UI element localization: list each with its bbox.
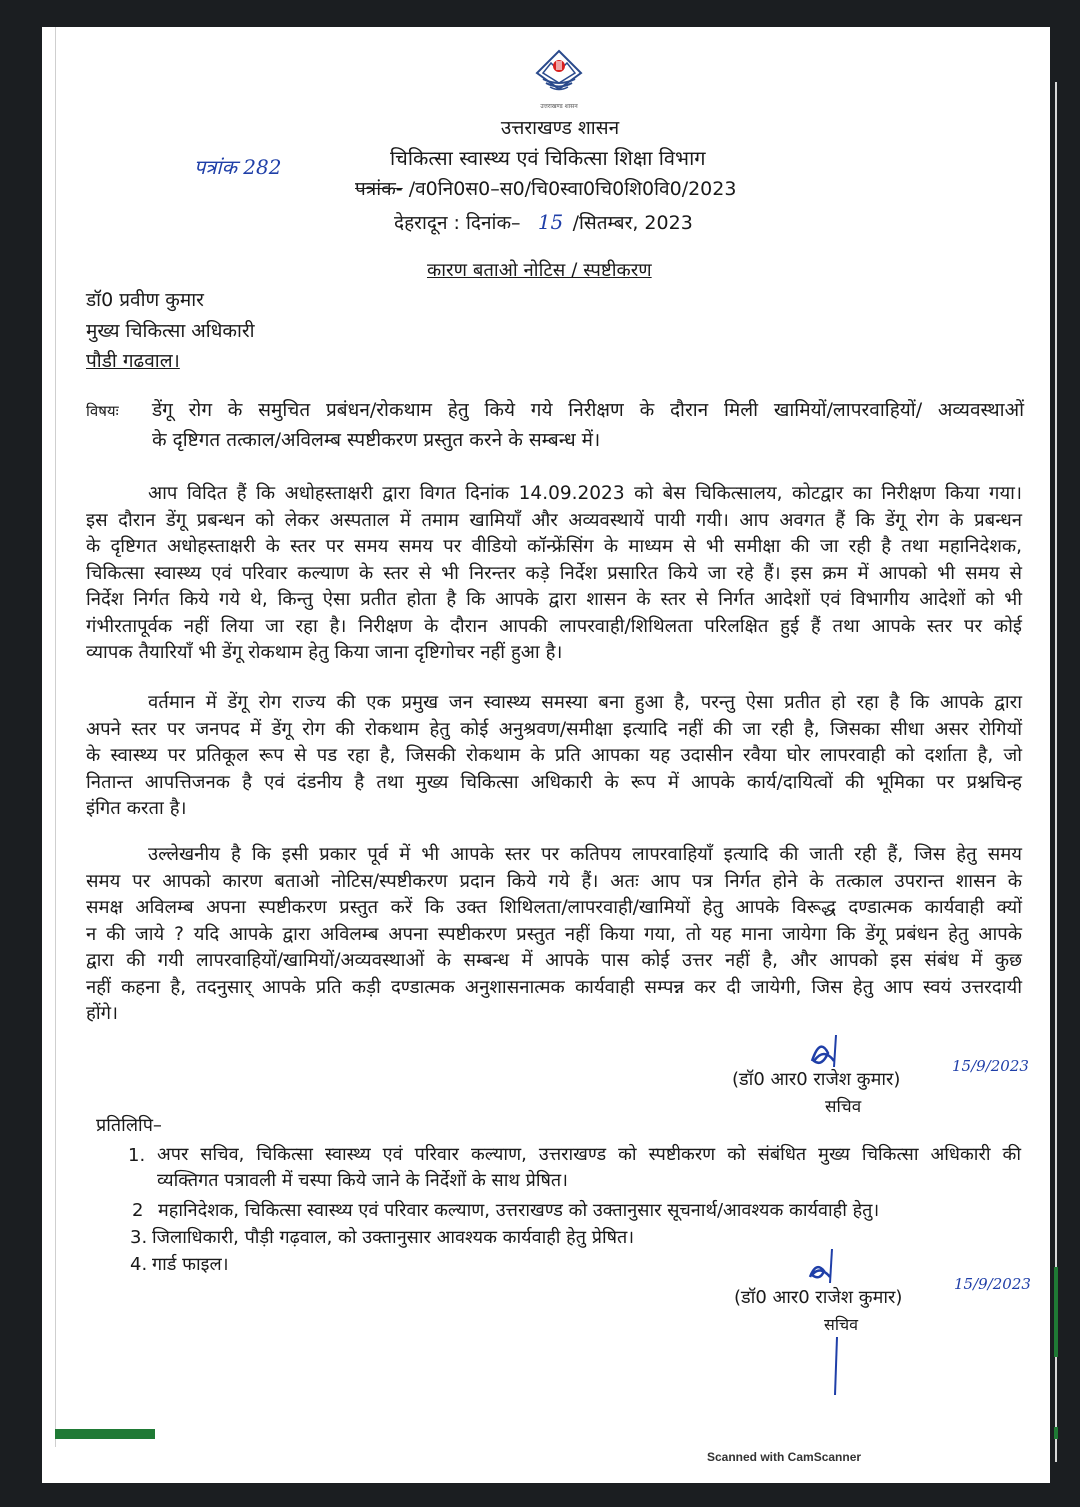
subject-text (152, 395, 1024, 455)
handwritten-reference: पत्रांक 282 (194, 155, 282, 179)
letter-number-value: /व0नि0स0–स0/चि0स्वा0चि0शि0वि0/2023 (408, 178, 737, 200)
body-paragraph-3 (86, 842, 1022, 1028)
subject-line: के दृष्टिगत तत्काल/अविलम्ब स्पष्टीकरण प्रस्तुत करने के सम्बन्ध में। (152, 429, 601, 451)
body-paragraph-1 (86, 481, 1022, 667)
paragraph-line: वर्तमान में डेंगू रोग राज्य की एक प्रमुख जन स्वास्थ्य समस्या बना हुआ है, परन्तु ऐसा प्रतीत हो रहा है कि आपके द्वारा (148, 692, 1022, 713)
copy-item-line: व्यक्तिगत पत्रावली में चस्पा किये जाने के निर्देशों के साथ प्रेषित। (157, 1170, 568, 1191)
paragraph-line: के स्वास्थ्य पर प्रतिकूल रूप से पड रहा है, जिसकी रोकथाम के प्रति आपका यह उदासीन रवैया घोर लापरवाही को दर्शाता है, जो (86, 745, 1022, 766)
paragraph-line: समक्ष अविलम्ब अपना स्पष्टीकरण प्रस्तुत करें कि उक्त शिथिलता/लापरवाही/खामियों हेतु आपके विरूद्ध दण्डात्मक कार्यवाही क्यों (86, 897, 1022, 918)
signature-2-icon (802, 1245, 852, 1285)
government-name: उत्तराखण्ड शासन (500, 117, 620, 139)
paragraph-line: नहीं कहना है, तदनुसार् आपके प्रति कड़ी दण्डात्मक अनुशासनात्मक कार्यवाही सम्पन्न कर दी जायेगी, जिस हेतु आप स्वयं उत्तरदायी (86, 976, 1022, 998)
copy-item-4: गार्ड फाइल। (152, 1254, 229, 1275)
paragraph-line: अपने स्तर पर जनपद में डेंगू रोग की रोकथाम हेतु कोई अनुश्रवण/समीक्षा इत्यादि नहीं की जा रही है, जिसका सीधा असर रोगियों (86, 718, 1023, 740)
copy-item-number: 1. (128, 1145, 146, 1166)
paragraph-line: चिकित्सा स्वास्थ्य एवं परिवार कल्याण के स्तर से भी निरन्तर कड़े निर्देश प्रसारित किये जा रहे हैं। इस क्रम में आपको भी समय से (86, 562, 1022, 584)
scan-edge-right (1055, 82, 1057, 1462)
subject-line: डेंगू रोग के समुचित प्रबंधन/रोकथाम हेतु किये गये निरीक्षण के दौरान मिली खामियों/लापरवाहियों/ अव्यवस्थाओं (152, 399, 1024, 421)
place-date-label: देहरादून : दिनांक– (394, 212, 521, 234)
handwritten-signature-date-1: 15/9/2023 (952, 1057, 1029, 1075)
signatory-name-2: (डॉ0 आर0 राजेश कुमार) (734, 1287, 903, 1308)
place-date (394, 210, 693, 235)
paragraph-line: के दृष्टिगत अधोहस्ताक्षरी के स्तर पर समय समय पर वीडियो कॉन्फ्रेंसिंग के माध्यम से भी समीक्षा की जा रही है तथा महानिदेशक, (86, 536, 1022, 557)
paragraph-line: न की जाये ? यदि आपके द्वारा अविलम्ब अपना स्पष्टीकरण प्रस्तुत नहीं किया गया, तो यह माना जायेगा कि डेंगू प्रबंधन हेतु आपके (86, 923, 1022, 945)
copy-item-line: अपर सचिव, चिकित्सा स्वास्थ्य एवं परिवार कल्याण, उत्तराखण्ड को स्पष्टीकरण को संबंधित मुख्य चिकित्सा अधिकारी की (157, 1144, 1021, 1165)
paragraph-line: गंभीरतापूर्वक नहीं लिया जा रहा है। निरीक्षण के दौरान आपकी लापरवाही/शिथिलता परिलक्षित हुई हैं तथा आपके स्तर पर कोई (86, 615, 1022, 637)
letter-number-label: पत्रांक- (355, 178, 403, 200)
letter-number (355, 178, 736, 200)
document-page (42, 27, 1050, 1483)
paragraph-line: व्यापक तैयारियाँ भी डेंगू रोकथाम हेतु किया जाना दृष्टिगोचर नहीं हुआ है। (86, 642, 563, 663)
recipient-name: डॉ0 प्रवीण कुमार (86, 289, 204, 311)
copy-item-3: जिलाधिकारी, पौड़ी गढ़वाल, को उक्तानुसार आवश्यक कार्यवाही हेतु प्रेषित। (152, 1227, 635, 1248)
copy-item-1 (157, 1142, 1021, 1194)
paragraph-line: निर्देश निर्गत किये गये थे, किन्तु ऐसा प्रतीत होता है कि आपके द्वारा शासन के स्तर से निर्गत आदेशों एवं विभागीय आदेशों को भी (86, 589, 1022, 610)
paragraph-line: आप विदित हैं कि अधोहस्ताक्षरी द्वारा विगत दिनांक 14.09.2023 को बेस चिकित्सालय, कोटद्वार का निरीक्षण किया गया। (148, 483, 1022, 504)
recipient-designation: मुख्य चिकित्सा अधिकारी (86, 320, 255, 342)
signature-1-icon (802, 1027, 862, 1067)
handwritten-signature-date-2: 15/9/2023 (954, 1275, 1031, 1293)
copy-item-2: महानिदेशक, चिकित्सा स्वास्थ्य एवं परिवार कल्याण, उत्तराखण्ड को उक्तानुसार सूचनार्थ/आवश्यक कार्यवाही हेतु। (158, 1200, 880, 1221)
recipient-location: पौडी गढवाल। (86, 350, 180, 372)
copy-to-label: प्रतिलिपि– (96, 1115, 162, 1136)
copy-item-number: 4. (130, 1254, 148, 1275)
notice-title: कारण बताओ नोटिस / स्पष्टीकरण (427, 260, 652, 281)
paragraph-line: द्वारा की गयी लापरवाहियों/खामियों/अव्यवस्थाओं के सम्बन्ध में आपके पास कोई उत्तर नहीं है, और आपको इस संबंध में कुछ (86, 950, 1022, 971)
paragraph-line: होंगे। (86, 1003, 119, 1024)
handwritten-day: 15 (537, 210, 564, 234)
paragraph-line: नितान्त आपत्तिजनक है एवं दंडनीय है तथा मुख्य चिकित्सा अधिकारी के रूप में आपके कार्य/दायित्वों की भूमिका पर प्रश्नचिन्ह (86, 771, 1022, 793)
copy-item-number: 2 (132, 1200, 144, 1221)
camscanner-footer: Scanned with CamScanner (707, 1450, 862, 1464)
scan-artifact-green (1054, 1267, 1058, 1357)
paragraph-line: समय पर आपको कारण बताओ नोटिस/स्पष्टीकरण प्रदान किये गये हैं। अतः आप पत्र निर्गत होने के तत्काल उपरान्त शासन के (86, 870, 1022, 892)
signatory-designation-2: सचिव (824, 1315, 859, 1334)
uttarakhand-emblem-icon (529, 49, 589, 101)
department-name: चिकित्सा स्वास्थ्य एवं चिकित्सा शिक्षा विभाग (390, 146, 706, 170)
paragraph-line: इस दौरान डेंगू प्रबन्धन को लेकर अस्पताल में तमाम खामियाँ और अव्यवस्थायें पायी गयी। आप अवगत हैं कि डेंगू रोग के प्रबन्धन (86, 509, 1022, 531)
paragraph-line: उल्लेखनीय है कि इसी प्रकार पूर्व में भी आपके स्तर पर कतिपय लापरवाहियाँ इत्यादि की जाती रही हैं, जिस हेतु समय (148, 844, 1022, 865)
signatory-designation-1: सचिव (825, 1097, 862, 1117)
subject-label: विषयः (86, 402, 119, 420)
date-month-year: /सितम्बर, 2023 (572, 212, 693, 234)
emblem-caption: उत्तराखण्ड शासन (540, 103, 578, 110)
scan-artifact-green (1054, 1427, 1058, 1439)
copy-item-number: 3. (130, 1227, 148, 1248)
signature-2-stroke-icon (827, 1337, 847, 1397)
signatory-name-1: (डॉ0 आर0 राजेश कुमार) (732, 1069, 901, 1090)
paragraph-line: इंगित करता है। (86, 798, 187, 819)
body-paragraph-2 (86, 690, 1022, 823)
